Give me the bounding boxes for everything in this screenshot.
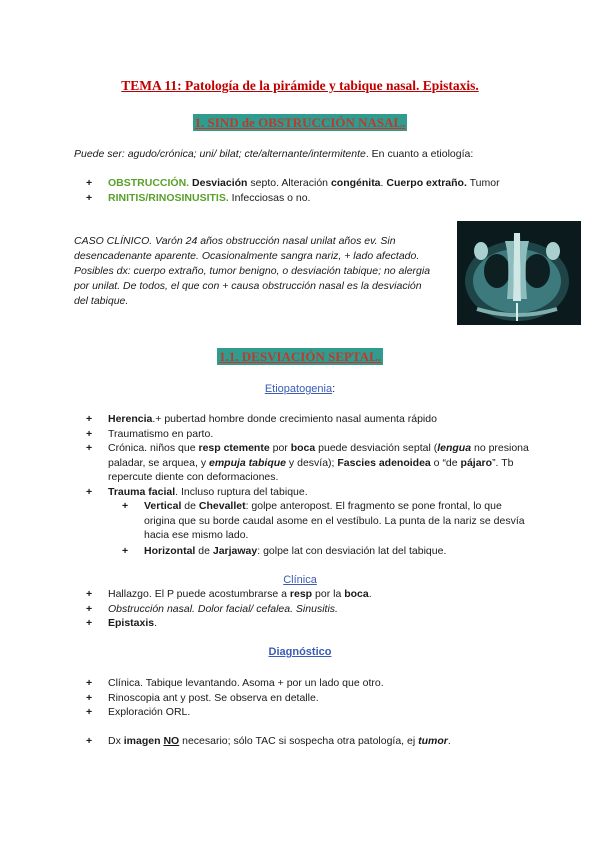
trauma-sublist	[118, 499, 528, 558]
causes-list	[82, 176, 572, 205]
list-item: + Dx imagen NO necesario; sólo TAC si sospecha otra patología, ej tumor.	[86, 734, 451, 747]
list-item: + Vertical de Chevallet: golpe anteropost. El fragmento se pone frontal, lo que origina que su borde caudal asome en el vestíbulo. La punta de la nariz se desvía hacia ese mismo lado.	[122, 500, 525, 541]
list-item: + Exploración ORL.	[86, 706, 191, 718]
subheading-etiopatogenia: Etiopatogenia:	[264, 383, 336, 395]
section-heading-septal-deviation: 1.1. DESVIACIÓN SEPTAL.	[219, 349, 381, 364]
list-item: + Crónica. niños que resp ctemente por boca puede desviación septal (lengua no presiona paladar, se arquea, y empuja tabique y desvía); Fascies adenoidea o “de pájaro”. Tb repercute diente con deformaciones.	[86, 442, 529, 483]
list-item: + Obstrucción nasal. Dolor facial/ cefalea. Sinusitis.	[86, 602, 338, 615]
list-item: + Clínica. Tabique levantando. Asoma + por un lado que otro.	[86, 677, 384, 689]
clinical-case: CASO CLÍNICO. Varón 24 años obstrucción nasal unilat años ev. Sin desencadenante aparente. Ocasionalmente sangra nariz, + lado afectado. Posibles dx: cuerpo extraño, tumor benigno, o desviación tabique; no alergia por unilat. De todos, el que con + causa obstrucción nasal es la desviación del tabique.	[74, 235, 431, 307]
list-item: + Rinoscopia ant y post. Se observa en detalle.	[86, 691, 319, 704]
subheading-diagnostico: Diagnóstico	[268, 646, 332, 658]
list-item: + Traumatismo en parto.	[86, 427, 214, 440]
list-item: + Herencia.+ pubertad hombre donde crecimiento nasal aumenta rápido	[86, 413, 437, 425]
list-item: + Hallazgo. El P puede acostumbrarse a resp por la boca.	[86, 588, 372, 600]
ct-scan-image	[457, 221, 581, 325]
list-item: + Epistaxis.	[86, 617, 158, 629]
diagnosis-list	[82, 676, 532, 748]
subheading-clinica: Clínica	[283, 574, 317, 586]
document-title: TEMA 11: Patología de la pirámide y tabique nasal. Epistaxis.	[121, 78, 479, 93]
etiology-list	[82, 412, 532, 499]
clinica-list	[82, 587, 532, 631]
list-item: + OBSTRUCCIÓN. Desviación septo. Alteración congénita. Cuerpo extraño. Tumor	[86, 177, 500, 189]
list-item: + RINITIS/RINOSINUSITIS. Infecciosas o no.	[86, 191, 311, 204]
intro-paragraph: Puede ser: agudo/crónica; uni/ bilat; cte/alternante/intermitente. En cuanto a etiología:	[74, 148, 474, 160]
section-heading-obstruction: 1. SIND de OBSTRUCCIÓN NASAL.	[194, 115, 406, 130]
list-item: + Horizontal de Jarjaway: golpe lat con desviación lat del tabique.	[122, 544, 447, 557]
list-item: + Trauma facial. Incluso ruptura del tabique.	[86, 485, 308, 498]
